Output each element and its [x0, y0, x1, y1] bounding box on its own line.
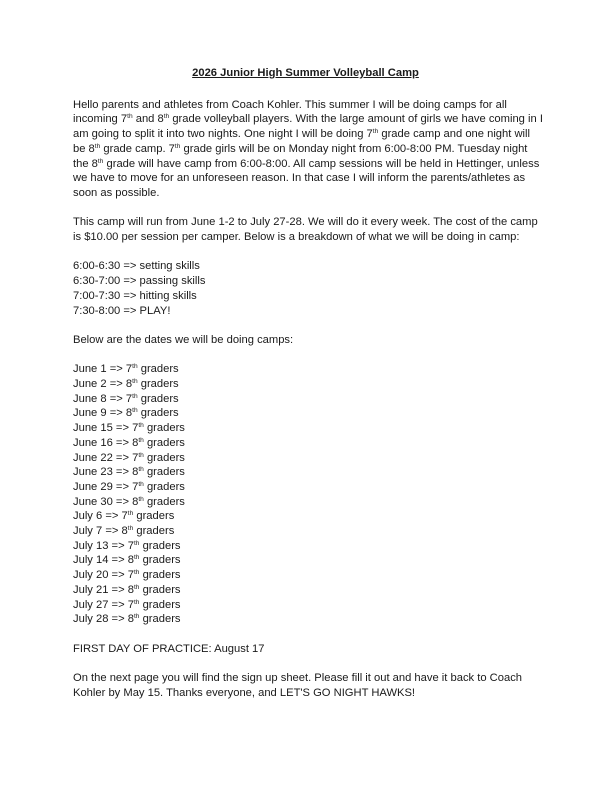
date-label: June 23 => [73, 466, 133, 479]
ordinal-suffix: th [132, 407, 138, 415]
date-item [73, 612, 543, 627]
date-label: June 8 => [73, 392, 126, 405]
intro-text: and 8 [132, 113, 164, 126]
date-label: June 22 => [73, 451, 133, 464]
grade-number: 8 [132, 466, 139, 479]
date-label: June 1 => [73, 363, 126, 376]
intro-text: grade girls will be on Monday night from 6:00-8:00 PM. Tuesday night the 8 [73, 142, 528, 170]
ordinal-suffix: th [94, 142, 101, 150]
grade-number: 8 [125, 407, 133, 420]
ordinal-suffix: th [132, 392, 138, 400]
ordinal-suffix: th [133, 569, 140, 577]
date-item [73, 377, 543, 392]
ordinal-suffix: th [132, 378, 138, 385]
grade-label: graders [137, 392, 179, 405]
grade-number: 8 [132, 436, 139, 449]
date-item [73, 362, 543, 377]
grade-label: graders [137, 378, 179, 390]
date-item [73, 524, 543, 539]
intro-paragraph [73, 98, 543, 201]
date-label: July 7 => [73, 525, 122, 538]
date-label: July 13 => [73, 539, 128, 552]
date-item [73, 436, 543, 451]
ordinal-suffix: th [138, 480, 144, 488]
ordinal-suffix: th [133, 613, 140, 621]
ordinal-suffix: th [133, 583, 140, 591]
date-item [73, 598, 543, 613]
date-label: June 15 => [73, 422, 133, 435]
grade-number: 7 [125, 363, 133, 376]
date-item [73, 495, 543, 510]
grade-number: 7 [132, 422, 139, 435]
grade-label: graders [139, 554, 181, 567]
ordinal-suffix: th [133, 554, 140, 562]
ordinal-suffix: th [133, 539, 140, 547]
grade-label: graders [137, 407, 179, 420]
intro-text: grade camp and one night will be 8 [73, 128, 530, 155]
grade-label: graders [143, 466, 185, 479]
grade-number: 8 [125, 378, 133, 390]
grade-label: graders [143, 422, 185, 435]
grade-label: graders [139, 613, 181, 626]
schedule-item: 6:30-7:00 => passing skills [73, 275, 206, 288]
cost-paragraph: This camp will run from June 1-2 to July 27-28. We will do it every week. The cost of the camp is $10.00 per session per camper. Below is a breakdown of what we will be doing in camp: [73, 216, 538, 244]
date-label: June 30 => [73, 495, 133, 508]
date-item [73, 539, 543, 554]
date-item [73, 392, 543, 407]
date-label: June 29 => [73, 480, 133, 493]
date-item [73, 583, 543, 598]
grade-number: 7 [125, 392, 133, 405]
date-label: July 28 => [73, 613, 128, 626]
grade-label: graders [139, 569, 181, 582]
date-label: July 6 => [73, 510, 122, 523]
grade-number: 7 [127, 539, 134, 552]
date-label: June 2 => [73, 378, 126, 390]
grade-number: 7 [127, 569, 134, 582]
grade-label: graders [139, 598, 181, 611]
grade-number: 7 [121, 510, 128, 523]
grade-label: graders [139, 539, 181, 552]
ordinal-suffix: th [127, 510, 134, 518]
ordinal-suffix: th [97, 157, 104, 165]
grade-number: 7 [132, 451, 139, 464]
grade-number: 8 [127, 613, 134, 626]
grade-label: graders [143, 495, 185, 508]
grade-label: graders [133, 510, 175, 523]
ordinal-suffix: th [138, 495, 144, 503]
date-label: July 20 => [73, 569, 128, 582]
date-label: June 9 => [73, 407, 126, 420]
ordinal-suffix: th [132, 363, 138, 371]
date-item [73, 465, 543, 480]
first-day-line: FIRST DAY OF PRACTICE: August 17 [73, 642, 265, 655]
grade-label: graders [143, 436, 185, 449]
grade-label: graders [137, 363, 179, 376]
date-item [73, 451, 543, 466]
grade-number: 8 [121, 525, 128, 538]
date-item [73, 406, 543, 421]
ordinal-suffix: th [138, 466, 144, 474]
grade-label: graders [139, 583, 181, 596]
grade-label: graders [133, 525, 175, 538]
dates-list [73, 362, 543, 627]
closing-paragraph: On the next page you will find the sign up sheet. Please fill it out and have it back to Coach Kohler by May 15. Thanks everyone, and LET'S GO NIGHT HAWKS! [73, 672, 523, 699]
document-title: 2026 Junior High Summer Volleyball Camp [192, 67, 419, 79]
ordinal-suffix: th [133, 598, 140, 606]
grade-number: 8 [132, 495, 139, 508]
date-item [73, 421, 543, 436]
schedule-item: 7:30-8:00 => PLAY! [73, 304, 171, 317]
intro-text: grade camp. 7 [100, 142, 175, 155]
ordinal-suffix: th [138, 436, 144, 444]
date-label: July 21 => [73, 583, 128, 596]
ordinal-suffix: th [127, 525, 134, 533]
intro-text: grade volleyball players. With the large amount of girls we have coming in I am going to split it into two nights. One night I will be doing 7 [73, 113, 543, 141]
ordinal-suffix: th [163, 113, 170, 121]
grade-number: 8 [127, 583, 134, 596]
ordinal-suffix: th [372, 128, 379, 136]
document-page [73, 66, 543, 715]
schedule-list [73, 259, 543, 318]
dates-intro: Below are the dates we will be doing camps: [73, 333, 294, 346]
ordinal-suffix: th [138, 422, 144, 430]
ordinal-suffix: th [127, 113, 133, 121]
grade-number: 7 [132, 480, 139, 493]
date-label: July 27 => [73, 598, 128, 611]
date-item [73, 480, 543, 495]
ordinal-suffix: th [174, 142, 181, 150]
grade-label: graders [143, 451, 185, 464]
schedule-item: 6:00-6:30 => setting skills [73, 260, 200, 273]
grade-number: 7 [127, 598, 134, 611]
date-label: June 16 => [73, 436, 133, 449]
grade-label: graders [143, 480, 185, 493]
schedule-item: 7:00-7:30 => hitting skills [73, 289, 197, 302]
grade-number: 8 [127, 554, 134, 567]
date-label: July 14 => [73, 554, 128, 567]
intro-text: grade will have camp from 6:00-8:00. All camp sessions will be held in Hettinger, unless we have to move for an unforeseen reason. In that case I will inform the parents/athletes as soon as possible. [73, 157, 540, 199]
ordinal-suffix: th [138, 451, 144, 459]
date-item [73, 553, 543, 568]
intro-text: Hello parents and athletes from Coach Kohler. This summer I will be doing camps for all incoming 7 [73, 98, 507, 126]
date-item [73, 509, 543, 524]
date-item [73, 568, 543, 583]
